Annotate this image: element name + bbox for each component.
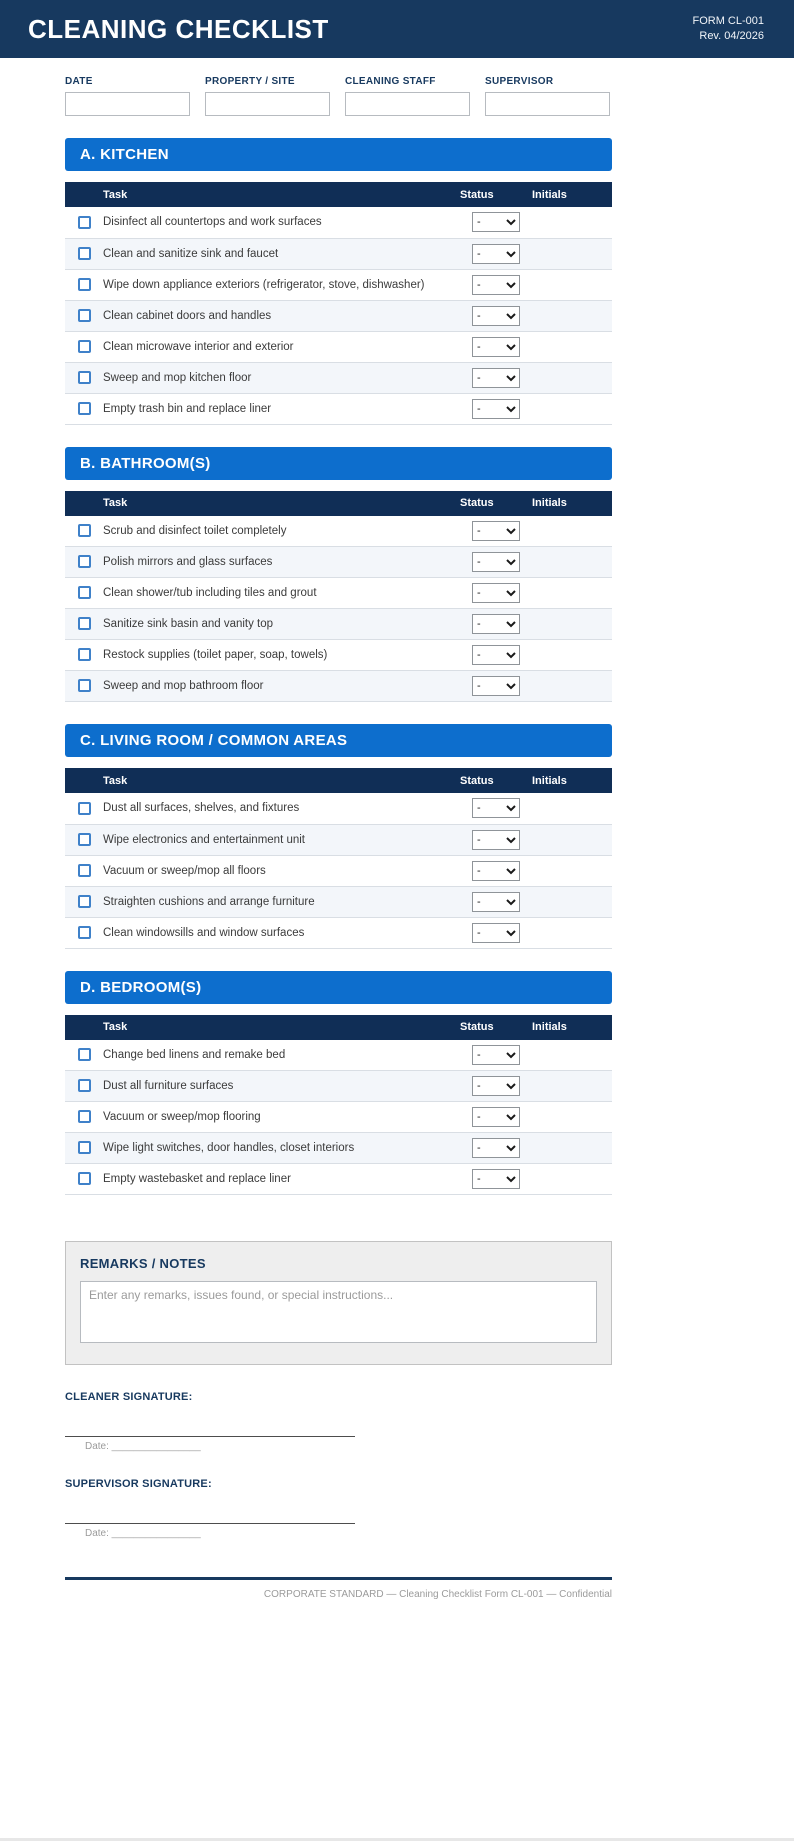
- remarks-panel: [65, 1241, 612, 1365]
- status-select[interactable]: [472, 583, 520, 603]
- task-checkbox[interactable]: [78, 1172, 91, 1185]
- task-status-cell: [460, 547, 532, 578]
- task-initials-cell: [532, 609, 612, 640]
- task-row: [65, 300, 612, 331]
- status-column-header: Status: [460, 497, 494, 509]
- task-label: Wipe light switches, door handles, closet interiors: [103, 1142, 355, 1154]
- task-label: Clean cabinet doors and handles: [103, 309, 272, 322]
- task-status-cell: [460, 516, 532, 547]
- task-row: [65, 1040, 612, 1071]
- remarks-title: REMARKS / NOTES: [80, 1256, 206, 1271]
- task-status-cell: [460, 917, 532, 948]
- table-header-row: [65, 1015, 612, 1040]
- task-row: [65, 1071, 612, 1102]
- task-checkbox[interactable]: [78, 833, 91, 846]
- task-row: [65, 793, 612, 824]
- status-select[interactable]: [472, 244, 520, 264]
- task-row: [65, 824, 612, 855]
- supervisor-signature-block: [65, 1478, 612, 1539]
- task-checkbox-cell: [65, 300, 103, 331]
- task-column-header: Task: [103, 188, 128, 201]
- task-row: [65, 269, 612, 300]
- task-row: [65, 547, 612, 578]
- form-meta: [692, 14, 764, 44]
- task-row: [65, 578, 612, 609]
- task-label: Restock supplies (toilet paper, soap, towels): [103, 649, 328, 661]
- task-initials-cell: [532, 1102, 612, 1133]
- task-initials-cell: [532, 269, 612, 300]
- task-row: [65, 671, 612, 702]
- status-select[interactable]: [472, 798, 520, 818]
- task-checkbox-cell: [65, 207, 103, 238]
- task-initials-cell: [532, 547, 612, 578]
- task-checkbox[interactable]: [78, 1079, 91, 1092]
- task-checkbox-cell: [65, 855, 103, 886]
- section-header-bar: [65, 138, 612, 171]
- task-row: [65, 1164, 612, 1195]
- task-status-cell: [460, 609, 532, 640]
- task-label: Disinfect all countertops and work surfaces: [103, 216, 322, 229]
- task-checkbox[interactable]: [78, 278, 91, 291]
- task-label: Change bed linens and remake bed: [103, 1048, 286, 1061]
- task-label: Polish mirrors and glass surfaces: [103, 556, 273, 568]
- status-select[interactable]: [472, 892, 520, 912]
- task-checkbox-cell: [65, 516, 103, 547]
- task-checkbox[interactable]: [78, 926, 91, 939]
- task-row: [65, 886, 612, 917]
- task-label: Dust all surfaces, shelves, and fixtures: [103, 802, 300, 815]
- task-label: Clean microwave interior and exterior: [103, 340, 294, 353]
- checkbox-column-header: [65, 491, 103, 516]
- supervisor-signature-line[interactable]: [65, 1490, 355, 1524]
- task-status-cell: [460, 300, 532, 331]
- task-label: Scrub and disinfect toilet completely: [103, 524, 287, 537]
- checklist-section: [65, 447, 612, 703]
- task-status-cell: [460, 207, 532, 238]
- task-label: Clean and sanitize sink and faucet: [103, 247, 279, 260]
- task-initials-cell: [532, 1164, 612, 1195]
- task-status-cell: [460, 1102, 532, 1133]
- section-title: A. KITCHEN: [80, 146, 169, 163]
- date-input[interactable]: [65, 92, 190, 116]
- task-row: [65, 640, 612, 671]
- task-status-cell: [460, 1040, 532, 1071]
- task-checkbox[interactable]: [78, 802, 91, 815]
- checklist-sections: [65, 138, 612, 1195]
- footer-text: CORPORATE STANDARD — Cleaning Checklist Form CL-001 — Confidential: [263, 1589, 612, 1600]
- task-initials-cell: [532, 1071, 612, 1102]
- section-header-bar: [65, 971, 612, 1004]
- status-select[interactable]: [472, 337, 520, 357]
- initials-column-header: Initials: [532, 774, 567, 787]
- task-row: [65, 1102, 612, 1133]
- task-column-header: Task: [103, 497, 128, 509]
- task-label: Empty wastebasket and replace liner: [103, 1173, 291, 1185]
- task-initials-cell: [532, 1040, 612, 1071]
- task-initials-cell: [532, 640, 612, 671]
- task-checkbox[interactable]: [78, 864, 91, 877]
- section-title: B. BATHROOM(S): [80, 454, 211, 472]
- task-checkbox-cell: [65, 917, 103, 948]
- task-row: [65, 917, 612, 948]
- task-checkbox[interactable]: [78, 371, 91, 384]
- task-checkbox[interactable]: [78, 247, 91, 260]
- task-checkbox[interactable]: [78, 648, 91, 661]
- status-select[interactable]: [472, 923, 520, 943]
- task-status-cell: [460, 886, 532, 917]
- task-status-cell: [460, 1071, 532, 1102]
- status-select[interactable]: [472, 676, 520, 696]
- task-status-cell: [460, 640, 532, 671]
- task-label: Wipe down appliance exteriors (refrigerator, stove, dishwasher): [103, 278, 425, 291]
- task-checkbox-cell: [65, 393, 103, 424]
- task-checkbox[interactable]: [78, 309, 91, 322]
- task-checkbox[interactable]: [78, 555, 91, 568]
- task-checkbox-cell: [65, 547, 103, 578]
- cleaner-signature-label: CLEANER SIGNATURE:: [65, 1391, 193, 1403]
- property-label: PROPERTY / SITE: [205, 76, 295, 87]
- status-select[interactable]: [472, 275, 520, 295]
- task-initials-cell: [532, 300, 612, 331]
- staff-input[interactable]: [345, 92, 470, 116]
- task-table: [65, 491, 612, 703]
- checkbox-column-header: [65, 182, 103, 207]
- task-checkbox[interactable]: [78, 1141, 91, 1154]
- status-select[interactable]: [472, 399, 520, 419]
- meta-field-property: [205, 76, 330, 116]
- task-status-cell: [460, 793, 532, 824]
- form-banner: [0, 0, 794, 58]
- task-checkbox-cell: [65, 1164, 103, 1195]
- checkbox-column-header: [65, 768, 103, 793]
- table-header-row: [65, 491, 612, 516]
- task-label: Sweep and mop bathroom floor: [103, 680, 264, 692]
- task-checkbox[interactable]: [78, 679, 91, 692]
- task-checkbox[interactable]: [78, 586, 91, 599]
- status-select[interactable]: [472, 1107, 520, 1127]
- task-initials-cell: [532, 917, 612, 948]
- task-initials-cell: [532, 855, 612, 886]
- task-row: [65, 207, 612, 238]
- status-select[interactable]: [472, 645, 520, 665]
- task-checkbox-cell: [65, 609, 103, 640]
- date-label: DATE: [65, 76, 93, 87]
- checklist-section: [65, 138, 612, 425]
- task-row: [65, 238, 612, 269]
- task-status-cell: [460, 393, 532, 424]
- task-status-cell: [460, 671, 532, 702]
- task-initials-cell: [532, 362, 612, 393]
- task-checkbox-cell: [65, 1102, 103, 1133]
- supervisor-signature-date: Date: ________________: [85, 1528, 201, 1539]
- task-label: Clean shower/tub including tiles and grout: [103, 587, 317, 599]
- task-status-cell: [460, 855, 532, 886]
- meta-field-date: [65, 76, 190, 116]
- task-label: Empty trash bin and replace liner: [103, 402, 272, 415]
- task-label: Clean windowsills and window surfaces: [103, 926, 305, 939]
- task-checkbox-cell: [65, 269, 103, 300]
- cleaner-signature-block: [65, 1391, 612, 1452]
- staff-label: CLEANING STAFF: [345, 76, 436, 87]
- status-select[interactable]: [472, 830, 520, 850]
- section-header-bar: [65, 724, 612, 757]
- initials-column-header: Initials: [532, 188, 567, 201]
- checkbox-column-header: [65, 1015, 103, 1040]
- task-row: [65, 516, 612, 547]
- task-checkbox[interactable]: [78, 402, 91, 415]
- task-checkbox[interactable]: [78, 340, 91, 353]
- status-column-header: Status: [460, 1021, 494, 1033]
- task-checkbox-cell: [65, 362, 103, 393]
- status-column-header: Status: [460, 774, 494, 787]
- task-checkbox-cell: [65, 238, 103, 269]
- task-initials-cell: [532, 1133, 612, 1164]
- status-column-header: Status: [460, 188, 494, 201]
- task-status-cell: [460, 1164, 532, 1195]
- task-checkbox-cell: [65, 886, 103, 917]
- task-checkbox[interactable]: [78, 895, 91, 908]
- meta-field-staff: [345, 76, 470, 116]
- page-title: CLEANING CHECKLIST: [28, 13, 329, 44]
- task-table: [65, 1015, 612, 1196]
- property-input[interactable]: [205, 92, 330, 116]
- task-checkbox[interactable]: [78, 617, 91, 630]
- task-column-header: Task: [103, 1021, 128, 1033]
- task-row: [65, 362, 612, 393]
- task-row: [65, 1133, 612, 1164]
- checklist-section: [65, 971, 612, 1196]
- status-select[interactable]: [472, 861, 520, 881]
- task-row: [65, 393, 612, 424]
- task-row: [65, 855, 612, 886]
- task-status-cell: [460, 824, 532, 855]
- task-checkbox[interactable]: [78, 216, 91, 229]
- task-checkbox-cell: [65, 578, 103, 609]
- status-select[interactable]: [472, 1169, 520, 1189]
- task-checkbox-cell: [65, 331, 103, 362]
- task-initials-cell: [532, 331, 612, 362]
- cleaner-signature-line[interactable]: [65, 1403, 355, 1437]
- supervisor-input[interactable]: [485, 92, 610, 116]
- task-row: [65, 331, 612, 362]
- status-select[interactable]: [472, 1076, 520, 1096]
- task-checkbox[interactable]: [78, 524, 91, 537]
- footer-divider: [65, 1577, 612, 1580]
- task-checkbox-cell: [65, 793, 103, 824]
- task-checkbox-cell: [65, 640, 103, 671]
- task-table: [65, 768, 612, 949]
- task-label: Sweep and mop kitchen floor: [103, 371, 252, 384]
- form-code: FORM CL-001: [692, 15, 764, 28]
- task-checkbox[interactable]: [78, 1110, 91, 1123]
- supervisor-label: SUPERVISOR: [485, 76, 554, 87]
- task-table: [65, 182, 612, 425]
- section-title: C. LIVING ROOM / COMMON AREAS: [80, 732, 348, 749]
- status-select[interactable]: [472, 1138, 520, 1158]
- meta-field-supervisor: [485, 76, 610, 116]
- form-revision: Rev. 04/2026: [699, 30, 764, 42]
- task-checkbox[interactable]: [78, 1048, 91, 1061]
- task-status-cell: [460, 362, 532, 393]
- status-select[interactable]: [472, 368, 520, 388]
- task-label: Vacuum or sweep/mop all floors: [103, 864, 266, 877]
- task-checkbox-cell: [65, 1133, 103, 1164]
- checklist-section: [65, 724, 612, 949]
- task-status-cell: [460, 269, 532, 300]
- task-status-cell: [460, 331, 532, 362]
- task-label: Straighten cushions and arrange furniture: [103, 895, 315, 908]
- cleaner-signature-date: Date: ________________: [85, 1441, 201, 1452]
- initials-column-header: Initials: [532, 1021, 567, 1033]
- task-initials-cell: [532, 516, 612, 547]
- initials-column-header: Initials: [532, 497, 567, 509]
- task-initials-cell: [532, 238, 612, 269]
- task-label: Dust all furniture surfaces: [103, 1080, 234, 1092]
- status-select[interactable]: [472, 552, 520, 572]
- task-initials-cell: [532, 578, 612, 609]
- meta-fields-row: [65, 76, 612, 116]
- status-select[interactable]: [472, 306, 520, 326]
- task-checkbox-cell: [65, 1040, 103, 1071]
- task-initials-cell: [532, 207, 612, 238]
- section-header-bar: [65, 447, 612, 480]
- task-row: [65, 609, 612, 640]
- task-initials-cell: [532, 886, 612, 917]
- task-initials-cell: [532, 393, 612, 424]
- task-column-header: Task: [103, 774, 128, 787]
- status-select[interactable]: [472, 212, 520, 232]
- task-checkbox-cell: [65, 671, 103, 702]
- status-select[interactable]: [472, 521, 520, 541]
- task-initials-cell: [532, 671, 612, 702]
- task-checkbox-cell: [65, 1071, 103, 1102]
- task-label: Wipe electronics and entertainment unit: [103, 833, 305, 846]
- task-checkbox-cell: [65, 824, 103, 855]
- task-label: Vacuum or sweep/mop flooring: [103, 1111, 261, 1123]
- supervisor-signature-label: SUPERVISOR SIGNATURE:: [65, 1478, 212, 1490]
- section-title: D. BEDROOM(S): [80, 978, 202, 996]
- status-select[interactable]: [472, 1045, 520, 1065]
- table-header-row: [65, 768, 612, 793]
- task-status-cell: [460, 578, 532, 609]
- task-initials-cell: [532, 793, 612, 824]
- remarks-textarea[interactable]: [80, 1281, 597, 1343]
- task-initials-cell: [532, 824, 612, 855]
- status-select[interactable]: [472, 614, 520, 634]
- task-label: Sanitize sink basin and vanity top: [103, 618, 274, 630]
- task-status-cell: [460, 1133, 532, 1164]
- task-status-cell: [460, 238, 532, 269]
- table-header-row: [65, 182, 612, 207]
